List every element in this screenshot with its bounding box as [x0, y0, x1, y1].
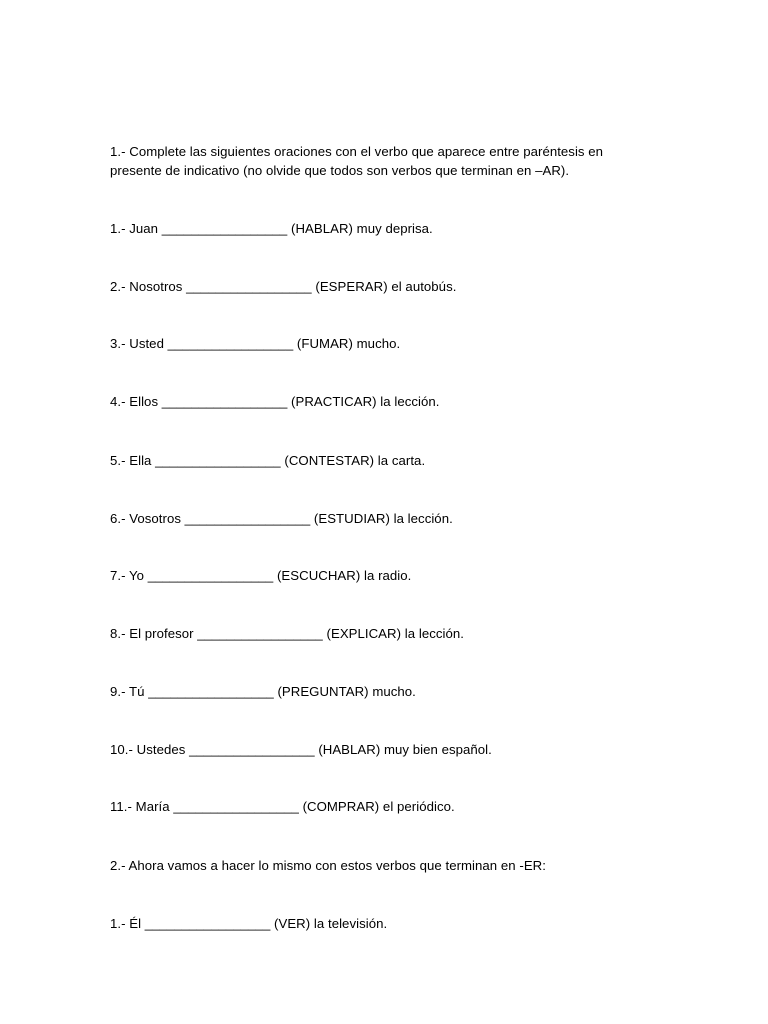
exercise-item-6: 6.- Vosotros _________________ (ESTUDIAR) la lección. — [110, 511, 453, 526]
exercise-item-7: 7.- Yo _________________ (ESCUCHAR) la radio. — [110, 568, 412, 583]
section1-instruction-line1: 1.- Complete las siguientes oraciones con el verbo que aparece entre paréntesis en — [110, 144, 604, 159]
section1-instruction-line2: presente de indicativo (no olvide que todos son verbos que terminan en –AR). — [110, 163, 570, 178]
exercise-item-4: 4.- Ellos _________________ (PRACTICAR) la lección. — [110, 394, 440, 409]
exercise-item-10: 10.- Ustedes _________________ (HABLAR) muy bien español. — [110, 742, 492, 757]
exercise-item-8: 8.- El profesor _________________ (EXPLICAR) la lección. — [110, 626, 464, 641]
section1-instruction — [110, 142, 650, 180]
exercise-item-5: 5.- Ella _________________ (CONTESTAR) la carta. — [110, 453, 426, 468]
section2-instruction: 2.- Ahora vamos a hacer lo mismo con estos verbos que terminan en -ER: — [110, 858, 546, 873]
exercise-item-2: 2.- Nosotros _________________ (ESPERAR) el autobús. — [110, 279, 457, 294]
exercise-item-1: 1.- Juan _________________ (HABLAR) muy deprisa. — [110, 221, 433, 236]
exercise-item-3: 3.- Usted _________________ (FUMAR) mucho. — [110, 336, 401, 351]
exercise-item-9: 9.- Tú _________________ (PREGUNTAR) mucho. — [110, 684, 416, 699]
exercise-item-11: 11.- María _________________ (COMPRAR) el periódico. — [110, 799, 455, 814]
section2-item-1: 1.- Él _________________ (VER) la televisión. — [110, 916, 388, 931]
